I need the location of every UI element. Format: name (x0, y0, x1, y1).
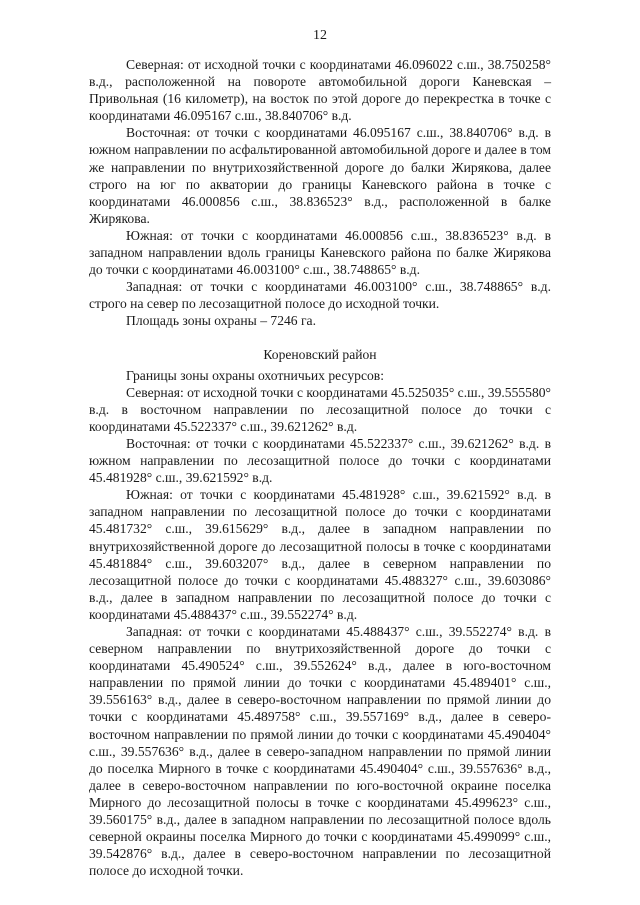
paragraph-north-boundary-kanevskaya: Северная: от исходной точки с координатами 46.096022 с.ш., 38.750258° в.д., расположенной на повороте автомобильной дороги Каневская – Привольная (16 километр), на восток по этой дороге до перекрестка в точке с координатами 46.095167 с.ш., 38.840706° в.д. (89, 57, 551, 124)
page-number: 12 (313, 28, 327, 43)
paragraph-boundaries-intro: Границы зоны охраны охотничьих ресурсов: (126, 367, 384, 383)
paragraph-east-boundary-kanevskaya: Восточная: от точки с координатами 46.095167 с.ш., 38.840706° в.д. в южном направлении по асфальтированной автомобильной дороге и далее в том же направлении по внутрихозяйственной дороге до балки Жирякова, далее строго на юг по акватории до границы Каневского района в точке с координатами 46.000856 с.ш., 38.836523° в.д., расположенной в балке Жирякова. (89, 125, 551, 226)
paragraph-north-boundary-korenovsky: Северная: от исходной точки с координатами 45.525035° с.ш., 39.555580° в.д. в восточном направлении по лесозащитной полосе до точки с координатами 45.522337° с.ш., 39.621262° в.д. (89, 384, 551, 434)
paragraph-west-boundary-kanevskaya: Западная: от точки с координатами 46.003100° с.ш., 38.748865° в.д. строго на север по лесозащитной полосе до исходной точки. (89, 279, 551, 312)
paragraph-south-boundary-kanevskaya: Южная: от точки с координатами 46.000856 с.ш., 38.836523° в.д. в западном направлении вдоль границы Каневского района по балке Жирякова до точки с координатами 46.003100° с.ш., 38.748865° в.д. (89, 227, 551, 278)
paragraph-west-boundary-korenovsky: Западная: от точки с координатами 45.488437° с.ш., 39.552274° в.д. в северном направлении по внутрихозяйственной дороге до точки с координатами 45.490524° с.ш., 39.552624° в.д., далее в юго-восточном направлении по прямой линии до точки с координатами 45.489401° с.ш., 39.556163° в.д., далее в северо-восточном направлении по прямой линии до точки с координатами 45.489758° с.ш., 39.557169° в.д., далее в северо-восточном направлении по прямой линии до точки с координатами 45.490404° с.ш., 39.557636° в.д., далее в северо-западном направлении по прямой линии до поселка Мирного в точке с координатами 45.490404° с.ш., 39.557636° в.д., далее в северо-восточном направлении по юго-восточной окраине поселка Мирного до лесозащитной полосы в точке с координатами 45.499623° с.ш., 39.560175° в.д., далее в западном направлении по лесозащитной полосе вдоль северной окраины поселка Мирного до точки с координатами 45.499099° с.ш., 39.542876° в.д., далее в северо-восточном направлении по лесозащитной полосе до исходной точки. (89, 624, 551, 879)
section-title-korenovsky: Кореновский район (263, 346, 377, 362)
paragraph-east-boundary-korenovsky: Восточная: от точки с координатами 45.522337° с.ш., 39.621262° в.д. в южном направлении по лесозащитной полосе до точки с координатами 45.481928° с.ш., 39.621592° в.д. (89, 435, 551, 486)
paragraph-south-boundary-korenovsky: Южная: от точки с координатами 45.481928° с.ш., 39.621592° в.д. в западном направлении по лесозащитной полосе до точки с координатами 45.481732° с.ш., 39.615629° в.д., далее в западном направлении по внутрихозяйственной дороге до лесозащитной полосы в точке с координатами 45.481884° с.ш., 39.603207° в.д., далее в северном направлении по лесозащитной полосе до точки с координатами 45.488327° с.ш., 39.603086° в.д., далее в западном направлении по лесозащитной полосе до точки с координатами 45.488437° с.ш., 39.552274° в.д. (89, 487, 551, 622)
document-body (89, 56, 551, 879)
paragraph-area-kanevskaya: Площадь зоны охраны – 7246 га. (126, 313, 316, 329)
